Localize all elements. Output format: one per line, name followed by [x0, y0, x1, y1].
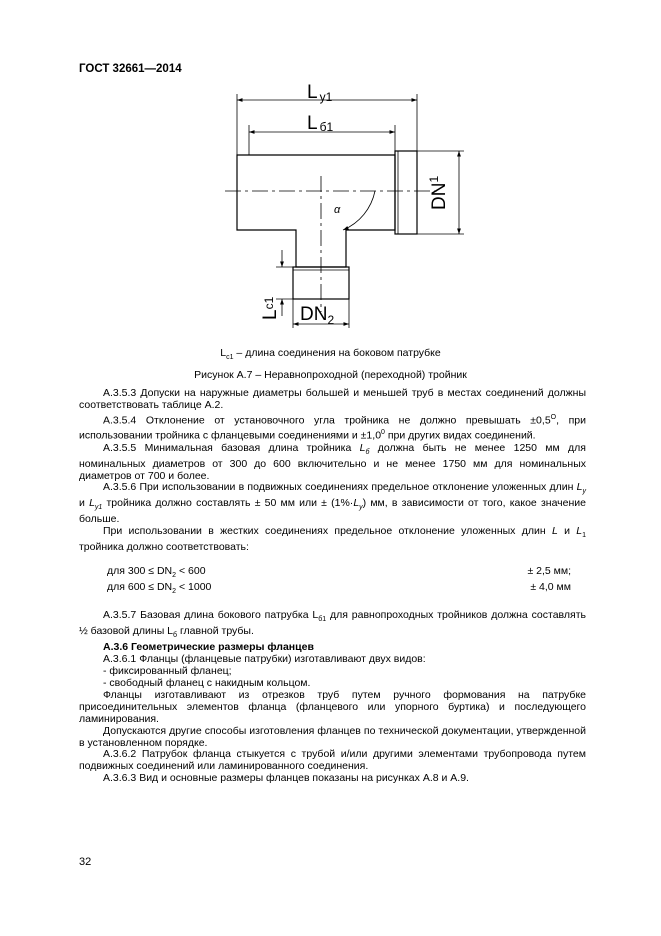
label-lb1: Lб1 — [307, 113, 334, 134]
tee-drawing-svg — [200, 80, 490, 340]
angle-arc — [343, 191, 375, 230]
figure-title: Рисунок А.7 – Неравнопроходной (переходной) тройник — [194, 369, 467, 381]
clause-other-methods: Допускаются другие способы изготовления фланцев по технической документации, утвержденной в установленном порядке. — [79, 724, 586, 749]
list-item-fixed-flange: - фиксированный фланец; — [103, 665, 232, 678]
clause-a357: А.3.5.7 Базовая длина бокового патрубка $L_{б1}$ для равнопроходных тройников должна составлять ½ базовой длины $L_б$ главной трубы. — [79, 609, 586, 640]
list-item-loose-flange: - свободный фланец с накидным кольцом. — [103, 676, 311, 689]
tolerance-row-1: для $300 \le DN_2 < 600$ ± 2,5 мм; — [107, 565, 571, 580]
label-dn2: $DN_2$ — [300, 304, 335, 327]
clause-a362: А.3.6.2 Патрубок фланца стыкуется с трубой и/или другими элементами трубопровода путем подвижных соединений или ламинированного соединения. — [79, 748, 586, 773]
label-alpha: α — [334, 204, 341, 216]
tolerance-row-2: для $600 \le DN_2 < 1000$ ± 4,0 мм — [107, 581, 571, 596]
clause-a363: А.3.6.3 Вид и основные размеры фланцев показаны на рисунках А.8 и А.9. — [103, 772, 469, 785]
tee-outline — [237, 155, 395, 267]
label-ly1: Lу1 — [307, 82, 333, 104]
clause-a356: А.3.5.6 При использовании в подвижных соединениях предельное отклонение уложенных длин $L_у$ и $L_{у1}$ тройника должно составлять ± 50 мм или ± $(1\%\cdot L_у)$ мм, в зависимости от того, какое значение больше. — [79, 481, 586, 526]
clause-a361: А.3.6.1 Фланцы (фланцевые патрубки) изготавливают двух видов: — [103, 653, 426, 666]
page-number: 32 — [79, 856, 92, 868]
clause-rigid: При использовании в жестких соединениях предельное отклонение уложенных длин L и $L_1$ тройника должно соответствовать: — [79, 525, 586, 554]
clause-flange-make: Фланцы изготавливают из отрезков труб путем ручного формования на патрубке присоединительных элементов фланца (фланцевого или упорного буртика) и последующего ламинирования. — [79, 688, 586, 725]
tee-drawing — [200, 80, 490, 340]
label-lc1: Lc1 — [260, 296, 281, 320]
figure-legend: $L_{c1}$ – длина соединения на боковом патрубке — [220, 347, 441, 362]
clause-a355: А.3.5.5 Минимальная базовая длина тройника $L_б$ должна быть не менее 1250 мм для номинальных диаметров от 300 до 600 включительно и не менее 1750 мм для номинальных диаметров от 700 и более. — [79, 441, 586, 482]
body-text — [79, 388, 586, 785]
section-a36-heading: А.3.6 Геометрические размеры фланцев — [103, 641, 314, 654]
clause-a354: А.3.5.4 Отклонение от установочного угла тройника не должно превышать $\pm 0,5^O$, при использовании тройника с фланцевыми соединениями $и \pm 1,0^0$ при других видах соединений. — [79, 413, 586, 442]
document-header: ГОСТ 32661—2014 — [79, 63, 182, 75]
label-dn1: $DN^1$ — [427, 175, 450, 210]
clause-a353: А.3.5.3 Допуски на наружные диаметры большей и меньшей труб в местах соединений должны соответствовать таблице А.2. — [79, 387, 586, 411]
